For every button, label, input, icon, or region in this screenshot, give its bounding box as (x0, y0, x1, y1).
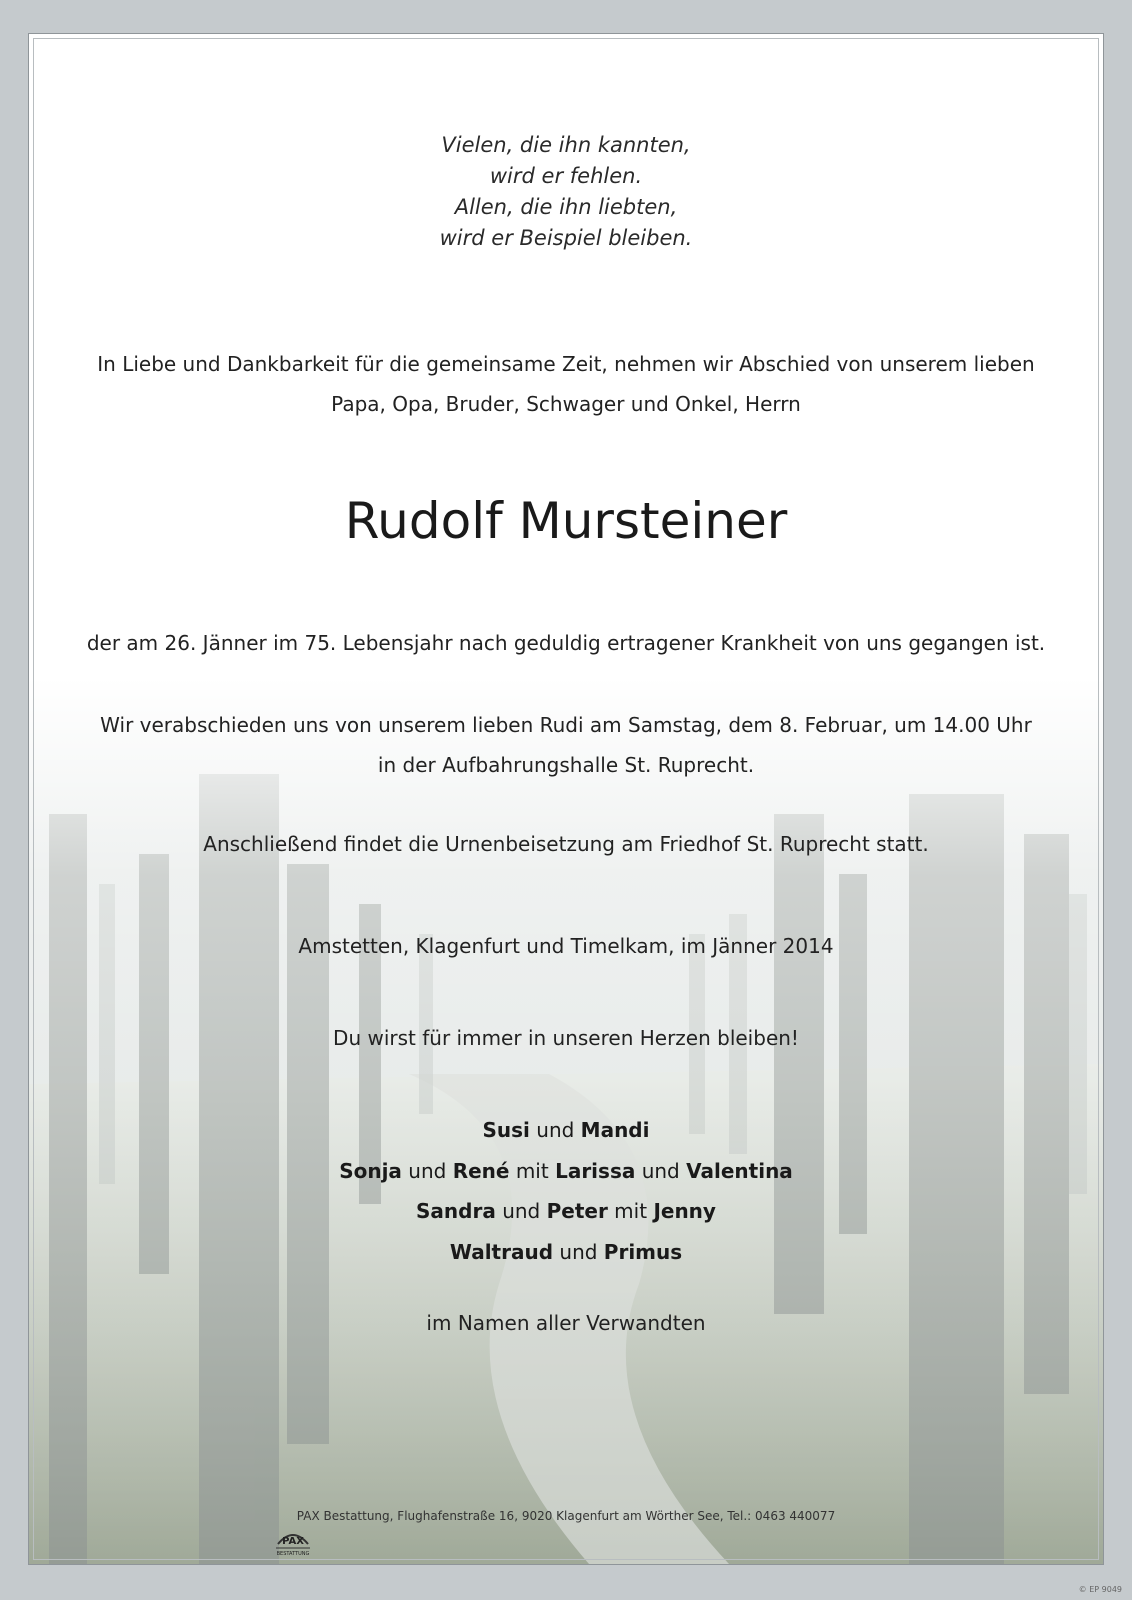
farewell-line-2: in der Aufbahrungshalle St. Ruprecht. (377, 753, 755, 777)
family-member-name: Peter (546, 1199, 608, 1223)
family-member-name: Sandra (416, 1199, 496, 1223)
family-connector: und (529, 1118, 581, 1142)
family-connector: und (635, 1159, 687, 1183)
place-date-line: Amstetten, Klagenfurt und Timelkam, im Jänner 2014 (298, 934, 834, 958)
document-code: © EP 9049 (1078, 1585, 1122, 1594)
deceased-name: Rudolf Mursteiner (344, 492, 788, 550)
pax-logo-subtext: BESTATTUNG (276, 1551, 310, 1557)
burial-line: Anschließend findet die Urnenbeisetzung am Friedhof St. Ruprecht statt. (203, 832, 929, 856)
pax-logo (272, 1524, 314, 1558)
pax-logo-text: PAX (282, 1536, 304, 1547)
family-line (29, 1159, 1103, 1183)
family-member-name: Mandi (580, 1118, 650, 1142)
family-line (29, 1118, 1103, 1142)
family-connector: und (553, 1240, 604, 1264)
relatives-line: im Namen aller Verwandten (426, 1311, 706, 1335)
obituary-frame (28, 33, 1104, 1565)
quote-line-4: wird er Beispiel bleiben. (439, 226, 693, 250)
family-line (29, 1240, 1103, 1264)
family-member-name: Larissa (555, 1159, 636, 1183)
quote-line-3: Allen, die ihn liebten, (454, 195, 678, 219)
family-connector: mit (607, 1199, 654, 1223)
quote-line-1: Vielen, die ihn kannten, (441, 133, 691, 157)
family-member-name: Susi (482, 1118, 530, 1142)
closing-line: Du wirst für immer in unseren Herzen bleiben! (333, 1026, 799, 1050)
family-connector: und (495, 1199, 547, 1223)
family-member-name: Sonja (339, 1159, 402, 1183)
farewell-line-1: Wir verabschieden uns von unserem lieben Rudi am Samstag, dem 8. Februar, um 14.00 Uhr (100, 713, 1032, 737)
family-member-name: Valentina (686, 1159, 793, 1183)
obituary-content (29, 34, 1103, 1564)
family-member-name: René (452, 1159, 510, 1183)
intro-line-2: Papa, Opa, Bruder, Schwager und Onkel, Herrn (331, 392, 801, 416)
family-member-name: Waltraud (449, 1240, 554, 1264)
intro-line-1: In Liebe und Dankbarkeit für die gemeinsame Zeit, nehmen wir Abschied von unserem lieben (97, 352, 1035, 376)
family-member-name: Jenny (653, 1199, 716, 1223)
family-member-name: Primus (603, 1240, 683, 1264)
footer-address-text: PAX Bestattung, Flughafenstraße 16, 9020 Klagenfurt am Wörther See, Tel.: 0463 440077 (296, 1509, 836, 1523)
quote-line-2: wird er fehlen. (489, 164, 643, 188)
footer-address (29, 1509, 1103, 1523)
family-line (29, 1199, 1103, 1223)
family-connector: mit (509, 1159, 556, 1183)
family-connector: und (401, 1159, 453, 1183)
death-line: der am 26. Jänner im 75. Lebensjahr nach geduldig ertragener Krankheit von uns gegangen ist. (86, 631, 1046, 655)
